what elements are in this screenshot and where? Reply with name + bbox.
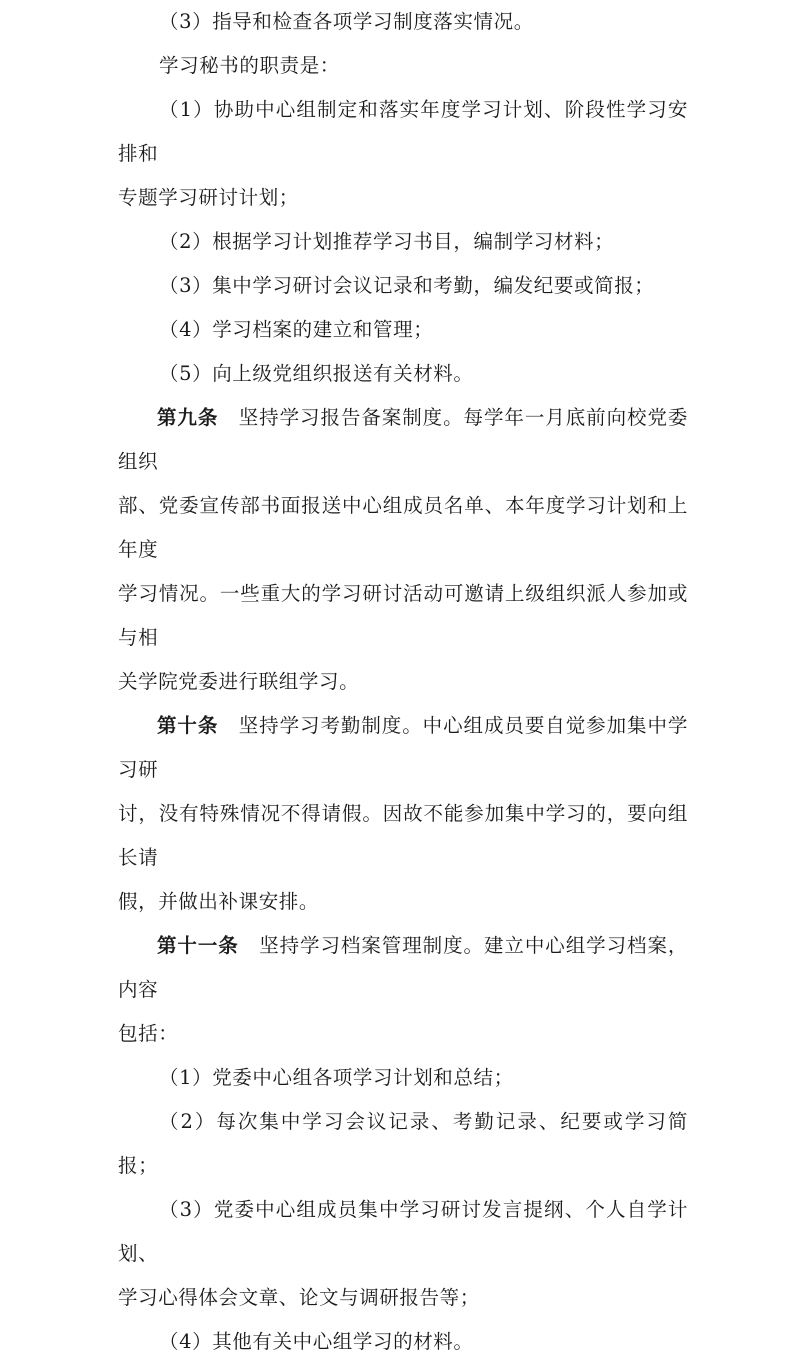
article-spacer — [218, 406, 238, 429]
paragraph-article-nine — [118, 396, 688, 484]
paragraph: （3）党委中心组成员集中学习研讨发言提纲、个人自学计划、 — [118, 1198, 688, 1265]
paragraph-text: 坚持学习报告备案制度。每学年一月底前向校党委组织 — [118, 406, 688, 473]
paragraph: 包括： — [118, 1022, 179, 1045]
article-heading: 第十条 — [157, 714, 219, 737]
paragraph: （2）根据学习计划推荐学习书目，编制学习材料； — [159, 230, 615, 253]
paragraph: 学习心得体会文章、论文与调研报告等； — [118, 1286, 480, 1309]
paragraph-article-ten — [118, 704, 688, 792]
paragraph: （3）集中学习研讨会议记录和考勤，编发纪要或简报； — [159, 274, 655, 297]
article-spacer — [218, 714, 238, 737]
paragraph: （1）党委中心组各项学习计划和总结； — [159, 1066, 514, 1089]
article-heading: 第九条 — [157, 406, 219, 429]
paragraph: （4）其他有关中心组学习的材料。 — [159, 1330, 474, 1353]
paragraph: 部、党委宣传部书面报送中心组成员名单、本年度学习计划和上年度 — [118, 494, 688, 561]
paragraph: 假，并做出补课安排。 — [118, 890, 320, 913]
paragraph: （1）协助中心组制定和落实年度学习计划、阶段性学习安排和 — [118, 98, 688, 165]
paragraph: 学习情况。一些重大的学习研讨活动可邀请上级组织派人参加或与相 — [118, 582, 688, 649]
paragraph: （3）指导和检查各项学习制度落实情况。 — [159, 10, 534, 33]
document-body — [118, 0, 688, 1364]
article-spacer — [239, 934, 259, 957]
paragraph: 学习秘书的职责是： — [159, 54, 340, 77]
article-heading: 第十一条 — [157, 934, 239, 957]
paragraph-article-eleven — [118, 924, 688, 1012]
paragraph: （2）每次集中学习会议记录、考勤记录、纪要或学习简报； — [118, 1110, 688, 1177]
paragraph-text: 坚持学习考勤制度。中心组成员要自觉参加集中学习研 — [118, 714, 688, 781]
paragraph-text: 坚持学习档案管理制度。建立中心组学习档案，内容 — [118, 934, 688, 1001]
paragraph: 讨，没有特殊情况不得请假。因故不能参加集中学习的，要向组长请 — [118, 802, 688, 869]
paragraph: （4）学习档案的建立和管理； — [159, 318, 434, 341]
paragraph: 关学院党委进行联组学习。 — [118, 670, 360, 693]
paragraph: 专题学习研讨计划； — [118, 186, 299, 209]
paragraph: （5）向上级党组织报送有关材料。 — [159, 362, 474, 385]
